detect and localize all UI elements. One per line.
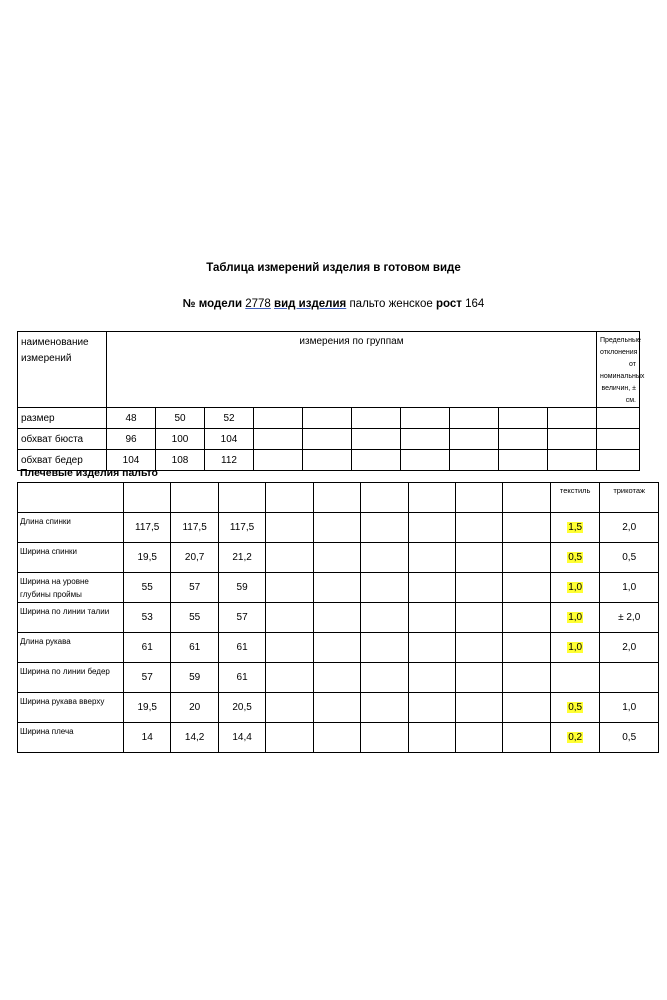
table-row: Ширина спинки 19,5 20,7 21,2 0,5 0,5 [18,543,659,573]
col-name-header: наименование измерений [18,332,107,408]
table-row: размер 48 50 52 [18,408,640,429]
highlighted-value: 1,0 [568,642,583,653]
model-line [0,298,667,310]
table-row: Ширина рукава вверху 19,5 20 20,5 0,5 1,0 [18,693,659,723]
page-title: Таблица измерений изделия в готовом виде [206,262,461,274]
measurements-table [17,331,645,471]
highlighted-value: 1,5 [568,522,583,533]
height-value: 164 [465,298,485,310]
table-row: обхват бюста 96 100 104 [18,429,640,450]
col-groups-header: измерения по группам [107,332,597,408]
table-row: Ширина по линии талии 53 55 57 1,0 ± 2,0 [18,603,659,633]
section-title: Плечевые изделия пальто [20,467,158,479]
col-knit-header: трикотаж [600,483,659,513]
type-label: вид изделия [274,298,347,310]
table-row: Ширина плеча 14 14,2 14,4 0,2 0,5 [18,723,659,753]
highlighted-value: 0,5 [568,702,583,713]
highlighted-value: 0,5 [568,552,583,563]
highlighted-value: 1,0 [568,582,583,593]
table-row: Длина спинки 117,5 117,5 117,5 1,5 2,0 [18,513,659,543]
table-row: Длина рукава 61 61 61 1,0 2,0 [18,633,659,663]
highlighted-value: 1,0 [568,612,583,623]
col-textile-header: текстиль [550,483,599,513]
table-row: Ширина на уровне глубины проймы 55 57 59 1,0 1,0 [18,573,659,603]
table-row: обхват бедер 104 108 112 [18,450,640,471]
type-value: пальто женское [349,298,433,310]
table-row: Ширина по линии бедер 57 59 61 [18,663,659,693]
garment-table [17,482,659,753]
height-label: рост [435,298,462,310]
col-deviation-header: Предельные отклонения от номинальных величин, ± см. [597,332,640,408]
model-number: 2778 [245,298,271,310]
model-label: № модели [182,298,243,310]
highlighted-value: 0,2 [568,732,583,743]
